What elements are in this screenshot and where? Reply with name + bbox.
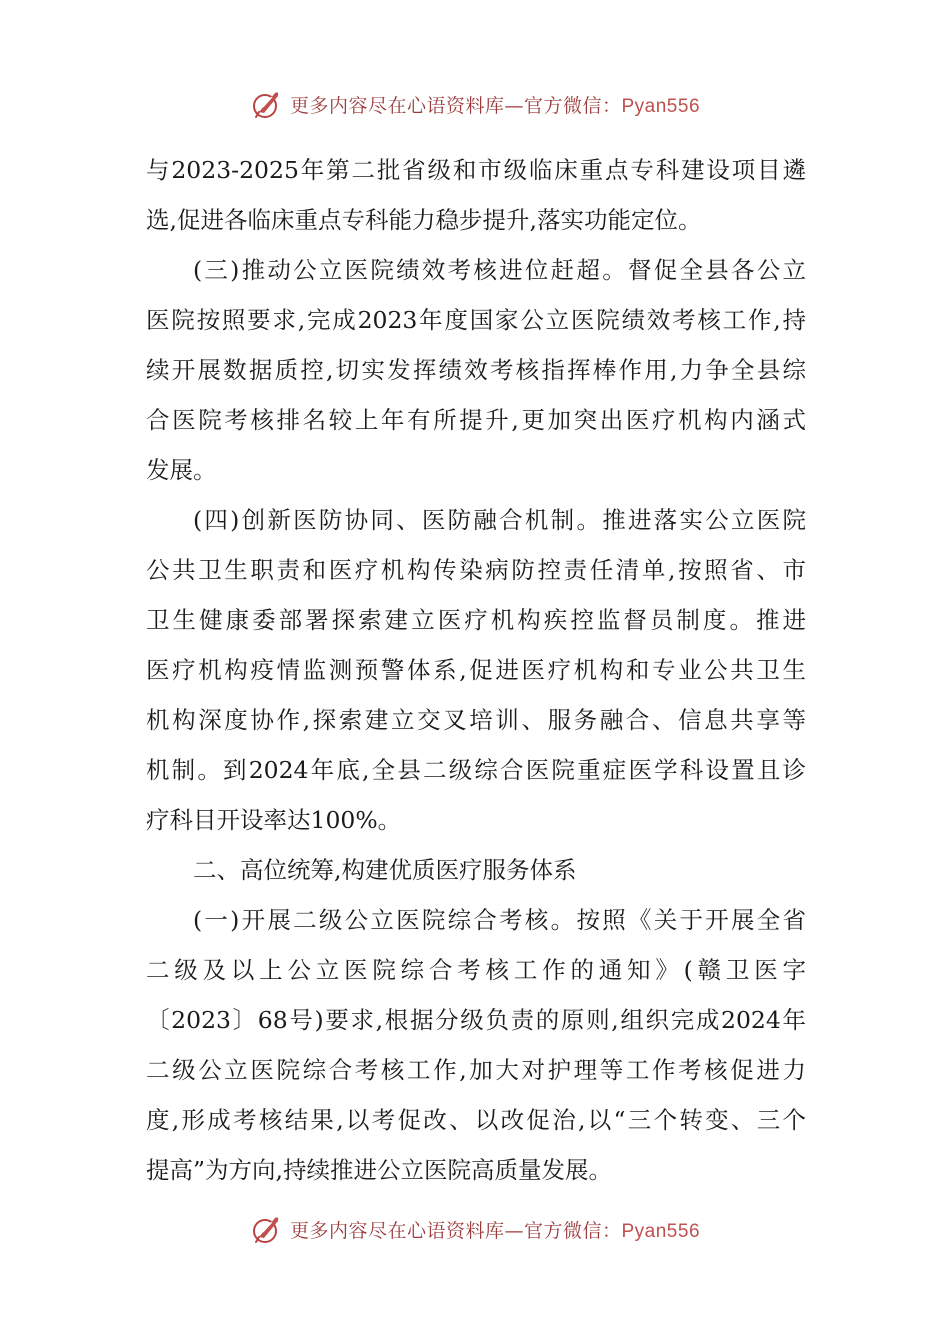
footer-watermark-banner bbox=[0, 1209, 950, 1249]
text-line: 医疗机构疫情监测预警体系,促进医疗机构和专业公共卫生 bbox=[146, 656, 806, 684]
text-line: 机构深度协作,探索建立交叉培训、服务融合、信息共享等 bbox=[146, 706, 806, 734]
text-line: 二、高位统筹,构建优质医疗服务体系 bbox=[193, 856, 577, 884]
header-watermark-banner bbox=[0, 84, 950, 124]
document-body bbox=[146, 145, 806, 1195]
text-line: 〔2023〕68号)要求,根据分级负责的原则,组织完成2024年 bbox=[146, 1006, 806, 1034]
text-line: 提高”为方向,持续推进公立医院高质量发展。 bbox=[146, 1156, 612, 1184]
paragraph bbox=[146, 495, 806, 845]
text-line: 二级及以上公立医院综合考核工作的通知》(赣卫医字 bbox=[146, 956, 806, 984]
paragraph bbox=[146, 145, 806, 245]
text-line: 机制。到2024年底,全县二级综合医院重症医学科设置且诊 bbox=[146, 756, 806, 784]
text-line: (一)开展二级公立医院综合考核。按照《关于开展全省 bbox=[193, 906, 806, 934]
text-line: 选,促进各临床重点专科能力稳步提升,落实功能定位。 bbox=[146, 206, 702, 234]
text-line: 合医院考核排名较上年有所提升,更加突出医疗机构内涵式 bbox=[146, 406, 806, 434]
quill-pen-circle-icon bbox=[250, 87, 284, 121]
text-line: 医院按照要求,完成2023年度国家公立医院绩效考核工作,持 bbox=[146, 306, 806, 334]
paragraph bbox=[146, 845, 806, 895]
text-line: 卫生健康委部署探索建立医疗机构疾控监督员制度。推进 bbox=[146, 606, 806, 634]
text-line: 发展。 bbox=[146, 456, 217, 484]
paragraph bbox=[146, 895, 806, 1195]
text-line: 与2023-2025年第二批省级和市级临床重点专科建设项目遴 bbox=[146, 156, 806, 184]
text-line: (三)推动公立医院绩效考核进位赶超。督促全县各公立 bbox=[193, 256, 806, 284]
banner-text: 更多内容尽在心语资料库—官方微信：Pyan556 bbox=[289, 94, 701, 117]
text-line: 疗科目开设率达100%。 bbox=[146, 806, 402, 834]
text-line: 续开展数据质控,切实发挥绩效考核指挥棒作用,力争全县综 bbox=[146, 356, 806, 384]
quill-pen-circle-icon bbox=[250, 1212, 284, 1246]
text-line: (四)创新医防协同、医防融合机制。推进落实公立医院 bbox=[193, 506, 806, 534]
wechat-id: Pyan556 bbox=[621, 95, 701, 117]
text-line: 二级公立医院综合考核工作,加大对护理等工作考核促进力 bbox=[146, 1056, 806, 1084]
banner-text: 更多内容尽在心语资料库—官方微信：Pyan556 bbox=[289, 1219, 701, 1242]
text-line: 度,形成考核结果,以考促改、以改促治,以“三个转变、三个 bbox=[146, 1106, 806, 1134]
text-line: 公共卫生职责和医疗机构传染病防控责任清单,按照省、市 bbox=[146, 556, 806, 584]
paragraph bbox=[146, 245, 806, 495]
wechat-id: Pyan556 bbox=[621, 1220, 701, 1242]
